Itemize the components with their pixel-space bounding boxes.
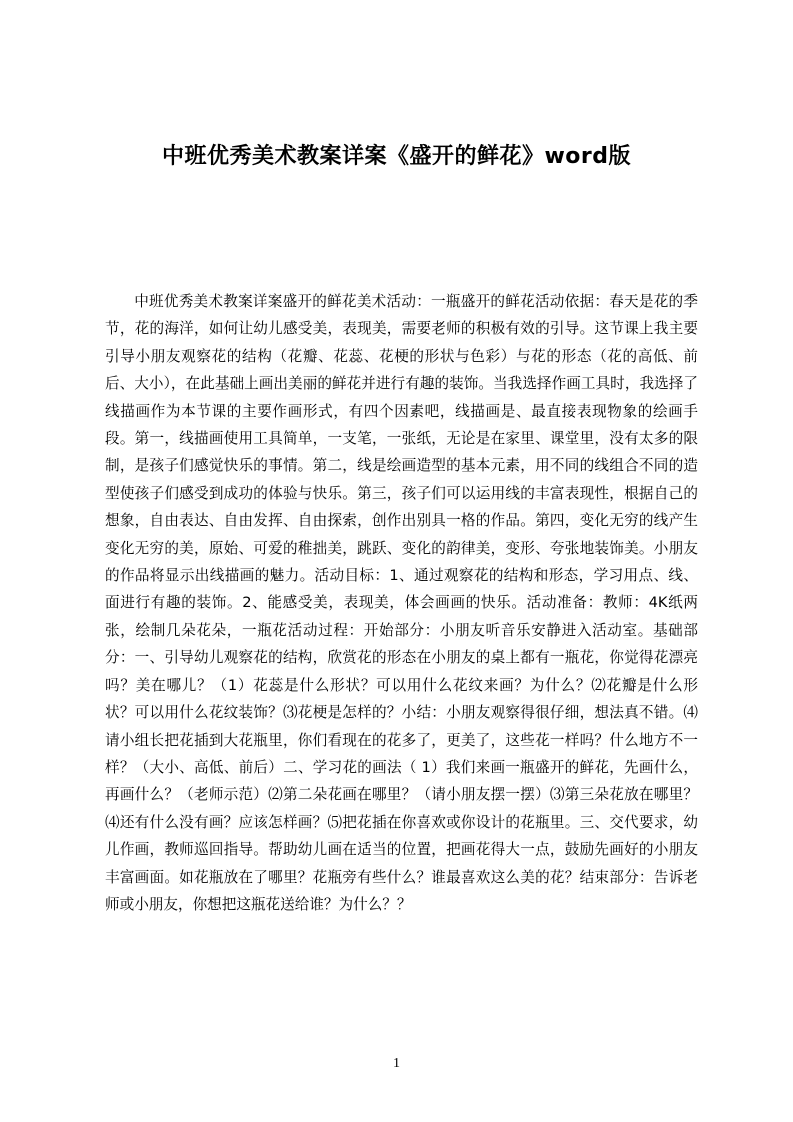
body-paragraph: 中班优秀美术教案详案盛开的鲜花美术活动：一瓶盛开的鲜花活动依据：春天是花的季节，花的海洋，如何让幼儿感受美，表现美，需要老师的积极有效的引导。这节课上我主要引导小朋友观察花的结构（花瓣、花蕊、花梗的形状与色彩）与花的形态（花的高低、前后、大小），在此基础上画出美丽的鲜花并进行有趣的装饰。当我选择作画工具时，我选择了线描画作为本节课的主要作画形式，有四个因素吧，线描画是、最直接表现物象的绘画手段。第一，线描画使用工具简单，一支笔，一张纸，无论是在家里、课堂里，没有太多的限制，是孩子们感觉快乐的事情。第二，线是绘画造型的基本元素，用不同的线组合不同的造型使孩子们感受到成功的体验与快乐。第三，孩子们可以运用线的丰富表现性，根据自己的想象，自由表达、自由发挥、自由探索，创作出别具一格的作品。第四，变化无穷的线产生变化无穷的美，原始、可爱的稚拙美，跳跃、变化的韵律美，变形、夸张地装饰美。小朋友的作品将显示出线描画的魅力。活动目标：1、通过观察花的结构和形态，学习用点、线、面进行有趣的装饰。2、能感受美，表现美，体会画画的快乐。活动准备：教师：4K纸两张，绘制几朵花朵，一瓶花活动过程：开始部分：小朋友听音乐安静进入活动室。基础部分：一、引导幼儿观察花的结构，欣赏花的形态在小朋友的桌上都有一瓶花，你觉得花漂亮吗？美在哪儿？（1）花蕊是什么形状？可以用什么花纹来画？为什么？⑵花瓣是什么形状？可以用什么花纹装饰？⑶花梗是怎样的？小结：小朋友观察得很仔细，想法真不错。⑷请小组长把花插到大花瓶里，你们看现在的花多了，更美了，这些花一样吗？什么地方不一样？（大小、高低、前后）二、学习花的画法（ 1）我们来画一瓶盛开的鲜花，先画什么，再画什么？（老师示范）⑵第二朵花画在哪里？（请小朋友摆一摆）⑶第三朵花放在哪里？⑷还有什么没有画？应该怎样画？⑸把花插在你喜欢或你设计的花瓶里。三、交代要求，幼儿作画，教师巡回指导。帮助幼儿画在适当的位置，把画花得大一点，鼓励先画好的小朋友丰富画面。如花瓶放在了哪里？花瓶旁有些什么？谁最喜欢这么美的花？结束部分：告诉老师或小朋友，你想把这瓶花送给谁？为什么？？	[105, 293, 698, 913]
page-number: 1	[393, 1056, 400, 1071]
document-title: 中班优秀美术教案详案《盛开的鲜花》word版	[161, 144, 632, 169]
